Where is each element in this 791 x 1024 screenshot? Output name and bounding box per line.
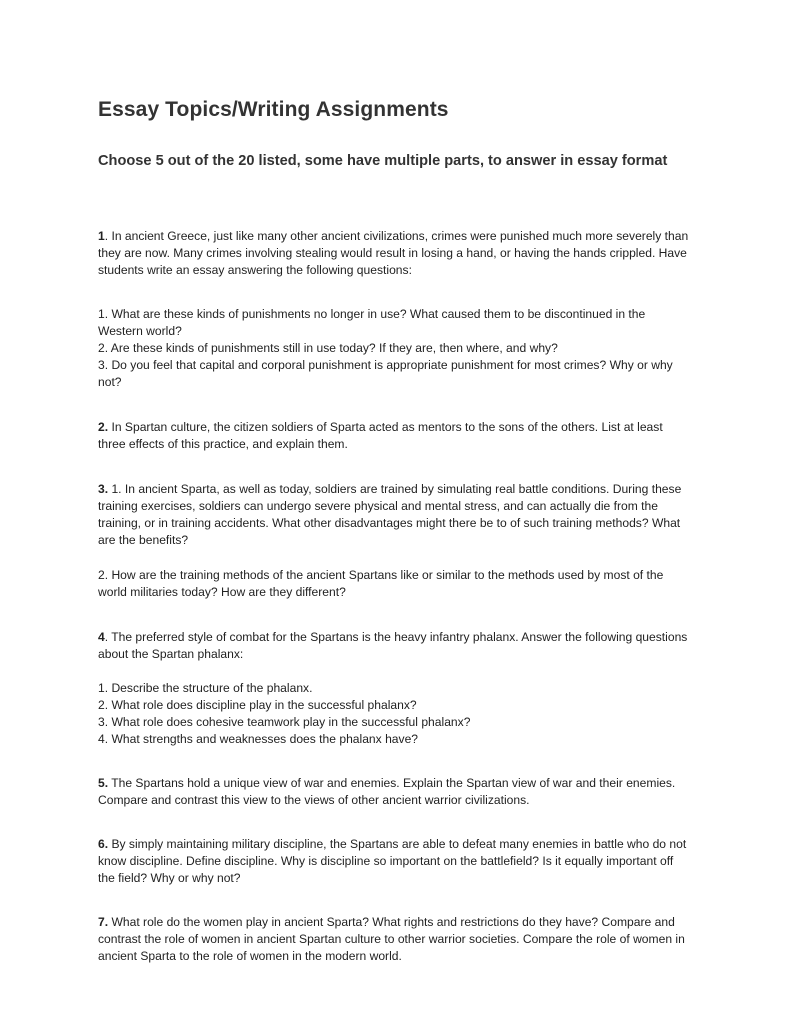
- topic-text: In Spartan culture, the citizen soldiers of Sparta acted as mentors to the sons of the others. List at least three effects of this practice, and explain them.: [98, 420, 663, 451]
- topic-text: . In ancient Greece, just like many other ancient civilizations, crimes were punished much more severely than they are now. Many crimes involving stealing would result in losing a hand, or having the hands crippled. Have students write an essay answering the following questions:: [98, 229, 689, 277]
- question-item: 3. Do you feel that capital and corporal punishment is appropriate punishment for most crimes? Why or why not?: [98, 358, 673, 389]
- question-item: 2. Are these kinds of punishments still in use today? If they are, then where, and why?: [98, 341, 558, 355]
- topic-4-intro: [98, 629, 693, 663]
- topic-number: 4: [98, 630, 105, 644]
- topic-number: 3.: [98, 482, 109, 496]
- question-item: 1. What are these kinds of punishments no longer in use? What caused them to be discontinued in the Western world?: [98, 307, 646, 338]
- page-title: Essay Topics/Writing Assignments: [98, 98, 449, 121]
- topic-4-questions: [98, 680, 693, 748]
- topic-1-questions: [98, 306, 693, 391]
- topic-1-intro: [98, 228, 693, 279]
- topic-2: [98, 419, 693, 453]
- topic-3-part-2: [98, 567, 693, 601]
- topic-number: 6.: [98, 837, 109, 851]
- question-item: 3. What role does cohesive teamwork play in the successful phalanx?: [98, 715, 471, 729]
- topic-text: What role do the women play in ancient Sparta? What rights and restrictions do they have? Compare and contrast the role of women in ancient Spartan culture to other warrior societies. Compare the role of women in ancient Sparta to the role of women in the modern world.: [98, 915, 685, 963]
- question-item: 1. Describe the structure of the phalanx.: [98, 681, 313, 695]
- topic-text: 2. How are the training methods of the ancient Spartans like or similar to the methods used by most of the world militaries today? How are they different?: [98, 568, 664, 599]
- topic-number: 7.: [98, 915, 109, 929]
- topic-number: 2.: [98, 420, 109, 434]
- topic-3-part-1: [98, 481, 693, 549]
- question-item: 4. What strengths and weaknesses does the phalanx have?: [98, 732, 419, 746]
- question-item: 2. What role does discipline play in the successful phalanx?: [98, 698, 417, 712]
- topic-text: The Spartans hold a unique view of war and enemies. Explain the Spartan view of war and their enemies. Compare and contrast this view to the views of other ancient warrior civilizations.: [98, 776, 676, 807]
- topic-text: By simply maintaining military discipline, the Spartans are able to defeat many enemies in battle who do not know discipline. Define discipline. Why is discipline so important on the battlefield? Is it equally important off the field? Why or why not?: [98, 837, 687, 885]
- topic-text: . The preferred style of combat for the Spartans is the heavy infantry phalanx. Answer the following questions about the Spartan phalanx:: [98, 630, 688, 661]
- topic-7: [98, 914, 693, 965]
- topic-5: [98, 775, 693, 809]
- topic-text: 1. In ancient Sparta, as well as today, soldiers are trained by simulating real battle conditions. During these training exercises, soldiers can undergo severe physical and mental stress, and can actually die from the training, or in training accidents. What other disadvantages might there be to of such training methods? What are the benefits?: [98, 482, 682, 547]
- topic-6: [98, 836, 693, 887]
- page-subtitle: Choose 5 out of the 20 listed, some have multiple parts, to answer in essay format: [98, 153, 668, 169]
- topic-number: 1: [98, 229, 105, 243]
- topic-number: 5.: [98, 776, 109, 790]
